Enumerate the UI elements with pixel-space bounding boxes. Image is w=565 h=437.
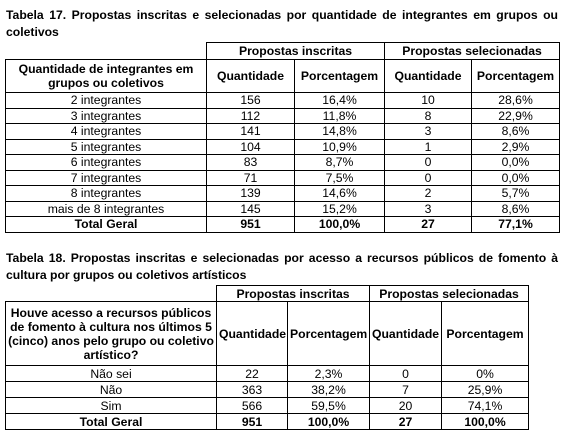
column-header-porcentagem: Porcentagem	[288, 302, 370, 366]
inscritas-porcentagem-cell: 10,9%	[295, 139, 385, 155]
table-18	[5, 285, 529, 430]
empty-corner-cell	[6, 43, 207, 60]
group-header-selecionadas: Propostas selecionadas	[370, 286, 529, 302]
table-row	[6, 155, 560, 171]
column-header-porcentagem: Porcentagem	[295, 60, 385, 93]
table-row	[6, 139, 560, 155]
table-17	[5, 42, 560, 233]
inscritas-quantidade-cell: 22	[217, 366, 288, 382]
selecionadas-porcentagem-cell: 25,9%	[442, 382, 529, 398]
total-inscritas-porcentagem-cell: 100,0%	[288, 414, 370, 430]
selecionadas-quantidade-cell: 20	[370, 398, 442, 414]
inscritas-quantidade-cell: 112	[207, 108, 295, 124]
selecionadas-quantidade-cell: 8	[385, 108, 472, 124]
selecionadas-quantidade-cell: 1	[385, 139, 472, 155]
inscritas-porcentagem-cell: 16,4%	[295, 93, 385, 109]
total-inscritas-quantidade-cell: 951	[217, 414, 288, 430]
row-label-cell: Não	[6, 382, 217, 398]
total-selecionadas-porcentagem-cell: 77,1%	[472, 217, 560, 233]
row-label-cell: 3 integrantes	[6, 108, 207, 124]
total-inscritas-porcentagem-cell: 100,0%	[295, 217, 385, 233]
table-header-row	[6, 286, 529, 302]
table-header-row	[6, 60, 560, 93]
table-row	[6, 124, 560, 140]
inscritas-quantidade-cell: 363	[217, 382, 288, 398]
table-row	[6, 398, 529, 414]
selecionadas-quantidade-cell: 7	[370, 382, 442, 398]
row-label-cell: 8 integrantes	[6, 186, 207, 202]
row-header: Houve acesso a recursos públicos de fomento à cultura nos últimos 5 (cinco) anos pelo grupo ou coletivo artístico?	[6, 302, 217, 366]
row-label-cell: 7 integrantes	[6, 170, 207, 186]
inscritas-porcentagem-cell: 14,6%	[295, 186, 385, 202]
selecionadas-quantidade-cell: 0	[370, 366, 442, 382]
selecionadas-porcentagem-cell: 8,6%	[472, 124, 560, 140]
row-label-cell: Não sei	[6, 366, 217, 382]
table-row	[6, 93, 560, 109]
table-header-row	[6, 43, 560, 60]
column-header-quantidade: Quantidade	[385, 60, 472, 93]
selecionadas-porcentagem-cell: 0,0%	[472, 170, 560, 186]
table-row	[6, 366, 529, 382]
table-row	[6, 170, 560, 186]
inscritas-quantidade-cell: 71	[207, 170, 295, 186]
table-header-row	[6, 302, 529, 366]
total-selecionadas-porcentagem-cell: 100,0%	[442, 414, 529, 430]
empty-corner-cell	[6, 286, 217, 302]
row-label-cell: Sim	[6, 398, 217, 414]
selecionadas-quantidade-cell: 0	[385, 170, 472, 186]
row-label-cell: 5 integrantes	[6, 139, 207, 155]
total-row	[6, 217, 560, 233]
row-header: Quantidade de integrantes em grupos ou coletivos	[6, 60, 207, 93]
column-header-quantidade: Quantidade	[370, 302, 442, 366]
inscritas-porcentagem-cell: 38,2%	[288, 382, 370, 398]
table-row	[6, 382, 529, 398]
group-header-inscritas: Propostas inscritas	[217, 286, 370, 302]
selecionadas-porcentagem-cell: 28,6%	[472, 93, 560, 109]
inscritas-quantidade-cell: 145	[207, 201, 295, 217]
inscritas-porcentagem-cell: 14,8%	[295, 124, 385, 140]
inscritas-quantidade-cell: 156	[207, 93, 295, 109]
group-header-selecionadas: Propostas selecionadas	[385, 43, 560, 60]
total-row-label-cell: Total Geral	[6, 414, 217, 430]
selecionadas-porcentagem-cell: 22,9%	[472, 108, 560, 124]
selecionadas-quantidade-cell: 10	[385, 93, 472, 109]
total-inscritas-quantidade-cell: 951	[207, 217, 295, 233]
table-row	[6, 108, 560, 124]
row-label-cell: 2 integrantes	[6, 93, 207, 109]
inscritas-quantidade-cell: 104	[207, 139, 295, 155]
table-row	[6, 201, 560, 217]
inscritas-porcentagem-cell: 11,8%	[295, 108, 385, 124]
inscritas-quantidade-cell: 566	[217, 398, 288, 414]
inscritas-porcentagem-cell: 2,3%	[288, 366, 370, 382]
table-18-caption: Tabela 18. Propostas inscritas e selecionadas por acesso a recursos públicos de fomento à cultura por grupos ou coletivos artísticos	[6, 251, 558, 282]
selecionadas-quantidade-cell: 3	[385, 124, 472, 140]
inscritas-porcentagem-cell: 59,5%	[288, 398, 370, 414]
total-row	[6, 414, 529, 430]
selecionadas-porcentagem-cell: 0%	[442, 366, 529, 382]
inscritas-porcentagem-cell: 8,7%	[295, 155, 385, 171]
column-header-quantidade: Quantidade	[207, 60, 295, 93]
selecionadas-quantidade-cell: 3	[385, 201, 472, 217]
row-label-cell: mais de 8 integrantes	[6, 201, 207, 217]
inscritas-porcentagem-cell: 15,2%	[295, 201, 385, 217]
group-header-inscritas: Propostas inscritas	[207, 43, 385, 60]
column-header-porcentagem: Porcentagem	[472, 60, 560, 93]
inscritas-porcentagem-cell: 7,5%	[295, 170, 385, 186]
total-selecionadas-quantidade-cell: 27	[385, 217, 472, 233]
total-selecionadas-quantidade-cell: 27	[370, 414, 442, 430]
inscritas-quantidade-cell: 83	[207, 155, 295, 171]
selecionadas-quantidade-cell: 0	[385, 155, 472, 171]
selecionadas-porcentagem-cell: 8,6%	[472, 201, 560, 217]
selecionadas-porcentagem-cell: 2,9%	[472, 139, 560, 155]
table-row	[6, 186, 560, 202]
total-row-label-cell: Total Geral	[6, 217, 207, 233]
row-label-cell: 6 integrantes	[6, 155, 207, 171]
column-header-porcentagem: Porcentagem	[442, 302, 529, 366]
inscritas-quantidade-cell: 139	[207, 186, 295, 202]
selecionadas-porcentagem-cell: 5,7%	[472, 186, 560, 202]
selecionadas-quantidade-cell: 2	[385, 186, 472, 202]
row-label-cell: 4 integrantes	[6, 124, 207, 140]
column-header-quantidade: Quantidade	[217, 302, 288, 366]
inscritas-quantidade-cell: 141	[207, 124, 295, 140]
table-17-caption: Tabela 17. Propostas inscritas e selecionadas por quantidade de integrantes em grupos ou coletivos	[6, 8, 558, 39]
selecionadas-porcentagem-cell: 0,0%	[472, 155, 560, 171]
selecionadas-porcentagem-cell: 74,1%	[442, 398, 529, 414]
